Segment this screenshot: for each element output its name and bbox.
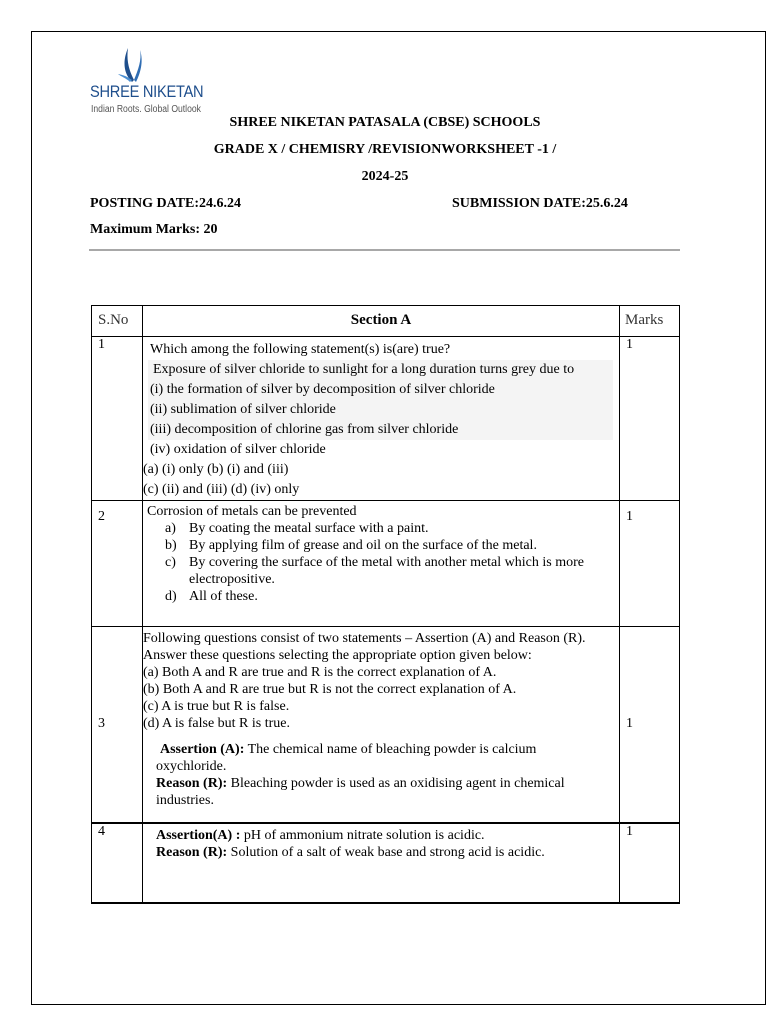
option-a: a) By coating the meatal surface with a paint.	[165, 521, 429, 536]
option-b: b) By applying film of grease and oil on the surface of the metal.	[165, 538, 537, 553]
statement-ii: (ii) sublimation of silver chloride	[150, 402, 336, 417]
question-marks: 1	[620, 627, 680, 823]
question-body	[143, 823, 620, 903]
table-row	[92, 627, 680, 823]
statement-i: (i) the formation of silver by decomposition of silver chloride	[150, 382, 495, 397]
option-a: (a) Both A and R are true and R is the correct explanation of A.	[143, 665, 497, 680]
reason-continued: industries.	[156, 793, 214, 808]
reason: Reason (R): Solution of a salt of weak base and strong acid is acidic.	[156, 844, 545, 860]
question-stem: Exposure of silver chloride to sunlight for a long duration turns grey due to	[153, 362, 575, 377]
table-row	[92, 823, 680, 903]
question-text: Corrosion of metals can be prevented	[147, 504, 357, 519]
school-logo	[90, 44, 230, 120]
column-header-marks: Marks	[620, 306, 680, 337]
academic-year: 2024-25	[361, 169, 409, 184]
question-marks: 1	[620, 501, 680, 627]
instruction-line-1: Following questions consist of two statements – Assertion (A) and Reason (R).	[143, 631, 586, 646]
question-number: 2	[92, 501, 143, 627]
assertion-reason-block	[143, 741, 619, 809]
column-header-sno: S.No	[92, 306, 143, 337]
question-marks: 1	[620, 823, 680, 903]
submission-date: SUBMISSION DATE:25.6.24	[452, 196, 628, 211]
column-header-section: Section A	[143, 306, 620, 337]
question-text: Which among the following statement(s) is(are) true?	[150, 342, 451, 357]
option-c: (c) A is true but R is false.	[143, 699, 290, 714]
reason: Reason (R): Bleaching powder is used as an oxidising agent in chemical	[156, 776, 565, 791]
posting-date: POSTING DATE:24.6.24	[90, 196, 242, 211]
table-row	[92, 337, 680, 501]
maximum-marks: Maximum Marks: 20	[90, 222, 218, 237]
question-body	[143, 337, 620, 501]
assertion: Assertion(A) : pH of ammonium nitrate solution is acidic.	[156, 827, 485, 843]
question-body	[143, 501, 620, 627]
shaded-statement-block	[148, 360, 613, 440]
table-header-row	[92, 306, 680, 337]
option-c: c) By covering the surface of the metal with another metal which is more electropositive.	[165, 555, 584, 587]
header-divider	[89, 249, 680, 251]
question-number: 3	[92, 627, 143, 823]
worksheet-title: GRADE X / CHEMISRY /REVISIONWORKSHEET -1 /	[213, 142, 557, 157]
question-body	[143, 627, 620, 823]
option-d: d) All of these.	[165, 589, 258, 604]
option-list	[143, 520, 619, 605]
questions-table	[91, 305, 680, 904]
logo-name: SHREE NIKETAN	[90, 82, 204, 101]
school-name: SHREE NIKETAN PATASALA (CBSE) SCHOOLS	[229, 115, 541, 130]
instruction-line-2: Answer these questions selecting the appropriate option given below:	[143, 648, 532, 663]
question-number: 4	[92, 823, 143, 903]
question-marks: 1	[620, 337, 680, 501]
choice-line-1: (a) (i) only (b) (i) and (iii)	[143, 462, 289, 477]
statement-iv: (iv) oxidation of silver chloride	[150, 442, 326, 457]
table-row	[92, 501, 680, 627]
choice-line-2: (c) (ii) and (iii) (d) (iv) only	[143, 482, 300, 497]
question-number: 1	[92, 337, 143, 501]
assertion: Assertion (A): The chemical name of bleaching powder is calcium	[160, 742, 537, 757]
logo-tagline: Indian Roots. Global Outlook	[91, 104, 201, 115]
assertion-continued: oxychloride.	[156, 759, 227, 774]
statement-iii: (iii) decomposition of chlorine gas from silver chloride	[150, 422, 459, 437]
option-b: (b) Both A and R are true but R is not the correct explanation of A.	[143, 682, 517, 697]
option-d: (d) A is false but R is true.	[143, 716, 290, 731]
leaf-logo-icon	[118, 44, 146, 84]
